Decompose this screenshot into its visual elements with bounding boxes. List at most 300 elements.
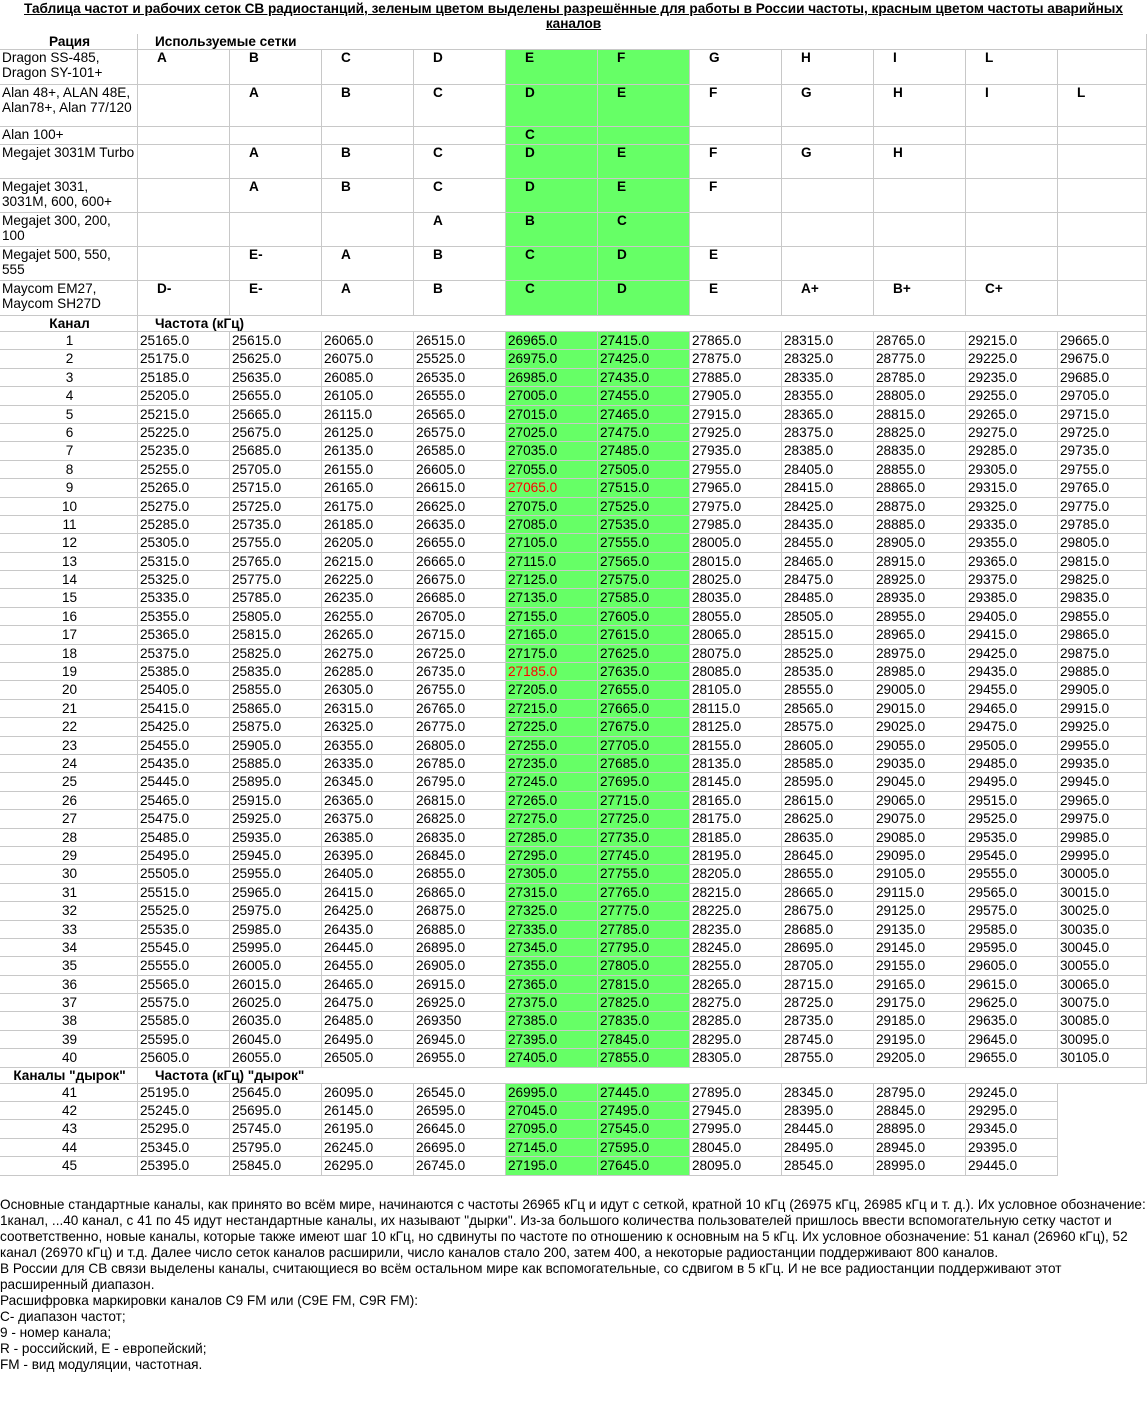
frequency-cell: 28955.0 [874, 608, 966, 626]
frequency-cell: 25855.0 [230, 681, 322, 699]
frequency-cell: 28435.0 [782, 516, 874, 534]
grid-letter: D [414, 50, 506, 85]
note-line: R - российский, E - европейский; [0, 1340, 207, 1356]
note-line: FM - вид модуляции, частотная. [0, 1356, 203, 1372]
grid-letter: L [1058, 85, 1147, 127]
frequency-cell: 25865.0 [230, 700, 322, 718]
grid-letter: E [598, 145, 690, 179]
frequency-cell: 25785.0 [230, 589, 322, 607]
frequency-cell: 28925.0 [874, 571, 966, 589]
table-row [0, 976, 1147, 994]
frequency-cell: 28855.0 [874, 461, 966, 479]
frequency-cell: 27095.0 [506, 1120, 598, 1138]
channel-number: 18 [0, 645, 138, 663]
grid-letter: I [966, 85, 1058, 127]
frequency-cell: 25495.0 [138, 847, 230, 865]
frequency-cell: 25315.0 [138, 553, 230, 571]
grid-letter: A+ [782, 281, 874, 316]
frequency-cell: 25815.0 [230, 626, 322, 644]
frequency-cell: 26585.0 [414, 442, 506, 460]
channel-number: 20 [0, 681, 138, 699]
grid-letter: H [874, 85, 966, 127]
frequency-cell: 28275.0 [690, 994, 782, 1012]
frequency-cell: 25405.0 [138, 681, 230, 699]
grid-letter: G [782, 145, 874, 179]
grid-letter: C [414, 85, 506, 127]
frequency-cell: 28995.0 [874, 1157, 966, 1175]
grid-letter [322, 127, 414, 145]
radio-row [0, 213, 1147, 247]
frequency-cell: 27905.0 [690, 387, 782, 405]
grid-letter: A [322, 281, 414, 316]
frequency-table [0, 34, 1147, 1176]
frequency-cell: 27715.0 [598, 792, 690, 810]
frequency-cell: 27495.0 [598, 1102, 690, 1120]
empty-cell [1058, 1084, 1147, 1102]
frequency-cell: 26445.0 [322, 939, 414, 957]
page-title: Таблица частот и рабочих сеток СВ радиостанций, зеленым цветом выделены разрешённые для работы в России частоты, красным цветом частоты аварийных каналов [24, 1, 1123, 31]
frequency-cell: 28395.0 [782, 1102, 874, 1120]
frequency-cell: 25285.0 [138, 516, 230, 534]
frequency-cell: 28525.0 [782, 645, 874, 663]
grid-letter: A [230, 145, 322, 179]
frequency-cell: 28465.0 [782, 553, 874, 571]
frequency-cell: 28595.0 [782, 773, 874, 791]
grid-letter: D- [138, 281, 230, 316]
frequency-cell: 29665.0 [1058, 332, 1147, 350]
frequency-cell: 29935.0 [1058, 755, 1147, 773]
frequency-cell: 28605.0 [782, 737, 874, 755]
frequency-cell: 26015.0 [230, 976, 322, 994]
frequency-cell: 27875.0 [690, 350, 782, 368]
frequency-cell: 28105.0 [690, 681, 782, 699]
channel-number: 33 [0, 921, 138, 939]
channel-number: 10 [0, 498, 138, 516]
frequency-cell: 28165.0 [690, 792, 782, 810]
gap-channel-header: Каналы "дырок" [0, 1068, 138, 1084]
frequency-cell: 28505.0 [782, 608, 874, 626]
frequency-cell: 27615.0 [598, 626, 690, 644]
freq-header: Частота (кГц) [138, 316, 1147, 332]
channel-number: 19 [0, 663, 138, 681]
frequency-cell: 25345.0 [138, 1139, 230, 1157]
frequency-cell: 27805.0 [598, 957, 690, 975]
frequency-cell: 27395.0 [506, 1031, 598, 1049]
frequency-cell: 28355.0 [782, 387, 874, 405]
frequency-cell: 25435.0 [138, 755, 230, 773]
grid-letter [966, 145, 1058, 179]
frequency-cell: 28425.0 [782, 498, 874, 516]
frequency-cell: 25465.0 [138, 792, 230, 810]
frequency-cell: 25575.0 [138, 994, 230, 1012]
frequency-cell: 25475.0 [138, 810, 230, 828]
table-row [0, 332, 1147, 350]
frequency-cell: 29295.0 [966, 1102, 1058, 1120]
frequency-cell: 26075.0 [322, 350, 414, 368]
frequency-cell: 29225.0 [966, 350, 1058, 368]
frequency-cell: 27535.0 [598, 516, 690, 534]
frequency-cell: 25645.0 [230, 1084, 322, 1102]
frequency-cell: 27425.0 [598, 350, 690, 368]
frequency-cell: 25385.0 [138, 663, 230, 681]
grid-letter: C [322, 50, 414, 85]
frequency-cell: 25335.0 [138, 589, 230, 607]
channel-number: 28 [0, 829, 138, 847]
table-row [0, 939, 1147, 957]
table-row [0, 994, 1147, 1012]
frequency-cell: 26715.0 [414, 626, 506, 644]
frequency-cell: 28205.0 [690, 865, 782, 883]
note-line: Расшифровка маркировки каналов С9 FM или (C9E FM, C9R FM): [0, 1292, 419, 1308]
grid-letter: D [598, 281, 690, 316]
frequency-cell: 27675.0 [598, 718, 690, 736]
grid-letter: B [322, 145, 414, 179]
frequency-cell: 26845.0 [414, 847, 506, 865]
frequency-cell: 26855.0 [414, 865, 506, 883]
table-row [0, 700, 1147, 718]
frequency-cell: 26545.0 [414, 1084, 506, 1102]
frequency-cell: 27625.0 [598, 645, 690, 663]
frequency-cell: 27405.0 [506, 1049, 598, 1067]
frequency-cell: 29715.0 [1058, 406, 1147, 424]
grid-letter: I [874, 50, 966, 85]
frequency-cell: 26175.0 [322, 498, 414, 516]
frequency-cell: 25375.0 [138, 645, 230, 663]
frequency-cell: 28015.0 [690, 553, 782, 571]
frequency-cell: 30005.0 [1058, 865, 1147, 883]
table-row [0, 829, 1147, 847]
frequency-cell: 25825.0 [230, 645, 322, 663]
frequency-cell: 25165.0 [138, 332, 230, 350]
frequency-cell: 25175.0 [138, 350, 230, 368]
frequency-cell: 28345.0 [782, 1084, 874, 1102]
frequency-cell: 27745.0 [598, 847, 690, 865]
table-row [0, 737, 1147, 755]
frequency-cell: 29215.0 [966, 332, 1058, 350]
frequency-cell: 25895.0 [230, 773, 322, 791]
grid-letter [1058, 247, 1147, 281]
table-row [0, 461, 1147, 479]
frequency-cell: 25195.0 [138, 1084, 230, 1102]
frequency-cell: 26815.0 [414, 792, 506, 810]
frequency-cell: 28475.0 [782, 571, 874, 589]
grid-letter: B+ [874, 281, 966, 316]
frequency-cell: 26665.0 [414, 553, 506, 571]
frequency-cell: 27305.0 [506, 865, 598, 883]
frequency-cell: 26535.0 [414, 369, 506, 387]
frequency-cell: 28785.0 [874, 369, 966, 387]
frequency-cell: 25925.0 [230, 810, 322, 828]
frequency-cell: 29155.0 [874, 957, 966, 975]
frequency-cell: 26505.0 [322, 1049, 414, 1067]
frequency-cell: 30035.0 [1058, 921, 1147, 939]
frequency-cell: 28405.0 [782, 461, 874, 479]
frequency-cell: 28815.0 [874, 406, 966, 424]
frequency-cell: 27575.0 [598, 571, 690, 589]
frequency-cell: 29245.0 [966, 1084, 1058, 1102]
frequency-cell: 29525.0 [966, 810, 1058, 828]
frequency-cell: 29585.0 [966, 921, 1058, 939]
frequency-cell: 25705.0 [230, 461, 322, 479]
frequency-cell: 27115.0 [506, 553, 598, 571]
channel-number: 25 [0, 773, 138, 791]
frequency-cell: 25395.0 [138, 1157, 230, 1175]
frequency-cell: 26085.0 [322, 369, 414, 387]
frequency-cell: 27455.0 [598, 387, 690, 405]
frequency-cell: 269350 [414, 1012, 506, 1030]
frequency-cell: 26575.0 [414, 424, 506, 442]
frequency-cell: 29905.0 [1058, 681, 1147, 699]
frequency-cell: 28285.0 [690, 1012, 782, 1030]
frequency-cell: 29335.0 [966, 516, 1058, 534]
frequency-cell: 28215.0 [690, 884, 782, 902]
table-row [0, 1012, 1147, 1030]
frequency-cell: 29785.0 [1058, 516, 1147, 534]
channel-number: 40 [0, 1049, 138, 1067]
frequency-cell: 26215.0 [322, 553, 414, 571]
frequency-cell: 26125.0 [322, 424, 414, 442]
frequency-cell: 26335.0 [322, 755, 414, 773]
frequency-cell: 26705.0 [414, 608, 506, 626]
frequency-cell: 27465.0 [598, 406, 690, 424]
frequency-cell: 29595.0 [966, 939, 1058, 957]
frequency-cell: 28415.0 [782, 479, 874, 497]
frequency-cell: 27985.0 [690, 516, 782, 534]
frequency-cell: 29275.0 [966, 424, 1058, 442]
frequency-cell: 29395.0 [966, 1139, 1058, 1157]
frequency-cell: 28145.0 [690, 773, 782, 791]
table-row [0, 810, 1147, 828]
note-line: Основные стандартные каналы, как принято во всём мире, начинаются с частоты 26965 кГц и идут с сеткой, кратной 10 кГц (26975 кГц, 26985 кГц и т. д.). Их условное обозначение: 1канал, ...40 канал, с 41 по 45 идут нестандартные каналы, их называют "дырки". Из-за большого количества пользователей пришлось ввести вспомогательную сетку частот и соответственно, новые каналы, которые также имеют шаг 10 кГц, но сдвинуты по частоте по отношению к основным на 5 кГц. Их условное обозначение: 51 канал (26960 кГц), 52 канал (26970 кГц) и т.д. Далее число сеток каналов расширили, число каналов стало 200, затем 400, а некоторые радиостанции поддерживают 800 каналов. [0, 1196, 1146, 1260]
grid-letter: H [874, 145, 966, 179]
frequency-cell: 29635.0 [966, 1012, 1058, 1030]
grid-letter: C+ [966, 281, 1058, 316]
frequency-cell: 29055.0 [874, 737, 966, 755]
frequency-cell: 29885.0 [1058, 663, 1147, 681]
grid-letter [874, 179, 966, 213]
radio-row [0, 145, 1147, 179]
frequency-cell: 29965.0 [1058, 792, 1147, 810]
frequency-cell: 26965.0 [506, 332, 598, 350]
frequency-cell: 28325.0 [782, 350, 874, 368]
frequency-cell: 28075.0 [690, 645, 782, 663]
frequency-cell: 29825.0 [1058, 571, 1147, 589]
frequency-cell: 27965.0 [690, 479, 782, 497]
frequency-cell: 29995.0 [1058, 847, 1147, 865]
frequency-cell: 27525.0 [598, 498, 690, 516]
frequency-cell: 25985.0 [230, 921, 322, 939]
table-row [0, 516, 1147, 534]
frequency-cell: 25675.0 [230, 424, 322, 442]
frequency-cell: 26145.0 [322, 1102, 414, 1120]
frequency-cell: 26415.0 [322, 884, 414, 902]
frequency-cell: 25585.0 [138, 1012, 230, 1030]
frequency-cell: 29135.0 [874, 921, 966, 939]
frequency-cell: 27385.0 [506, 1012, 598, 1030]
frequency-cell: 29575.0 [966, 902, 1058, 920]
radio-row [0, 247, 1147, 281]
frequency-cell: 26825.0 [414, 810, 506, 828]
frequency-cell: 28315.0 [782, 332, 874, 350]
frequency-cell: 28625.0 [782, 810, 874, 828]
radio-row [0, 127, 1147, 145]
frequency-cell: 26245.0 [322, 1139, 414, 1157]
table-row [0, 1049, 1147, 1067]
frequency-cell: 28875.0 [874, 498, 966, 516]
frequency-cell: 26325.0 [322, 718, 414, 736]
frequency-cell: 25205.0 [138, 387, 230, 405]
frequency-cell: 26285.0 [322, 663, 414, 681]
frequency-cell: 25215.0 [138, 406, 230, 424]
empty-cell [1058, 1157, 1147, 1175]
grid-letter [874, 247, 966, 281]
frequency-cell: 29125.0 [874, 902, 966, 920]
frequency-cell: 26235.0 [322, 589, 414, 607]
table-row [0, 498, 1147, 516]
grid-letter: A [414, 213, 506, 247]
grid-letter [414, 127, 506, 145]
frequency-cell: 29005.0 [874, 681, 966, 699]
frequency-cell: 29775.0 [1058, 498, 1147, 516]
frequency-cell: 28795.0 [874, 1084, 966, 1102]
frequency-cell: 29805.0 [1058, 534, 1147, 552]
grid-letter [1058, 281, 1147, 316]
frequency-cell: 27265.0 [506, 792, 598, 810]
channel-number: 30 [0, 865, 138, 883]
frequency-cell: 28905.0 [874, 534, 966, 552]
frequency-cell: 27555.0 [598, 534, 690, 552]
grid-letter [966, 247, 1058, 281]
frequency-cell: 25775.0 [230, 571, 322, 589]
frequency-cell: 25685.0 [230, 442, 322, 460]
frequency-cell: 26565.0 [414, 406, 506, 424]
frequency-cell: 25415.0 [138, 700, 230, 718]
frequency-cell: 29865.0 [1058, 626, 1147, 644]
frequency-cell: 25875.0 [230, 718, 322, 736]
frequency-cell: 25225.0 [138, 424, 230, 442]
frequency-cell: 28495.0 [782, 1139, 874, 1157]
frequency-cell: 28335.0 [782, 369, 874, 387]
frequency-cell: 27635.0 [598, 663, 690, 681]
frequency-cell: 25615.0 [230, 332, 322, 350]
frequency-cell: 27705.0 [598, 737, 690, 755]
note-line: С- диапазон частот; [0, 1308, 126, 1324]
table-row [0, 718, 1147, 736]
channel-number: 11 [0, 516, 138, 534]
frequency-cell: 25235.0 [138, 442, 230, 460]
radio-name: Maycom EM27, Maycom SH27D [0, 281, 138, 316]
empty-cell [1058, 1139, 1147, 1157]
frequency-cell: 27955.0 [690, 461, 782, 479]
frequency-cell: 27765.0 [598, 884, 690, 902]
frequency-cell: 29285.0 [966, 442, 1058, 460]
frequency-cell: 29115.0 [874, 884, 966, 902]
frequency-cell: 28825.0 [874, 424, 966, 442]
frequency-cell: 25905.0 [230, 737, 322, 755]
frequency-cell: 28305.0 [690, 1049, 782, 1067]
grid-letter [1058, 213, 1147, 247]
frequency-cell: 28375.0 [782, 424, 874, 442]
grid-letter: A [322, 247, 414, 281]
grid-letter [138, 85, 230, 127]
frequency-cell: 27815.0 [598, 976, 690, 994]
grid-letter: F [690, 85, 782, 127]
frequency-cell: 27885.0 [690, 369, 782, 387]
frequency-cell: 29625.0 [966, 994, 1058, 1012]
frequency-cell: 29605.0 [966, 957, 1058, 975]
channel-number: 2 [0, 350, 138, 368]
frequency-cell: 26875.0 [414, 902, 506, 920]
frequency-cell: 26195.0 [322, 1120, 414, 1138]
frequency-cell: 26115.0 [322, 406, 414, 424]
frequency-cell: 28935.0 [874, 589, 966, 607]
frequency-cell: 26695.0 [414, 1139, 506, 1157]
frequency-cell: 29095.0 [874, 847, 966, 865]
frequency-cell: 29505.0 [966, 737, 1058, 755]
frequency-cell: 28725.0 [782, 994, 874, 1012]
empty-cell [1058, 1102, 1147, 1120]
frequency-cell: 29475.0 [966, 718, 1058, 736]
channel-number: 35 [0, 957, 138, 975]
frequency-cell: 27545.0 [598, 1120, 690, 1138]
frequency-cell: 29725.0 [1058, 424, 1147, 442]
frequency-cell: 26735.0 [414, 663, 506, 681]
frequency-cell: 25995.0 [230, 939, 322, 957]
frequency-cell: 29465.0 [966, 700, 1058, 718]
frequency-cell: 25445.0 [138, 773, 230, 791]
frequency-cell: 26305.0 [322, 681, 414, 699]
frequency-cell: 27055.0 [506, 461, 598, 479]
frequency-cell: 26605.0 [414, 461, 506, 479]
frequency-cell: 27825.0 [598, 994, 690, 1012]
frequency-cell: 29145.0 [874, 939, 966, 957]
grid-letter [874, 213, 966, 247]
frequency-cell: 28735.0 [782, 1012, 874, 1030]
frequency-cell: 30015.0 [1058, 884, 1147, 902]
frequency-cell: 29015.0 [874, 700, 966, 718]
frequency-cell: 28385.0 [782, 442, 874, 460]
channel-number: 42 [0, 1102, 138, 1120]
grid-letter: B [322, 85, 414, 127]
note-line: 9 - номер канала; [0, 1324, 112, 1340]
frequency-cell: 28125.0 [690, 718, 782, 736]
frequency-cell: 25185.0 [138, 369, 230, 387]
frequency-cell: 29915.0 [1058, 700, 1147, 718]
table-row [0, 442, 1147, 460]
frequency-cell: 29045.0 [874, 773, 966, 791]
frequency-cell: 29445.0 [966, 1157, 1058, 1175]
frequency-cell: 27185.0 [506, 663, 598, 681]
grid-letter: C [506, 127, 598, 145]
frequency-cell: 29185.0 [874, 1012, 966, 1030]
frequency-cell: 26025.0 [230, 994, 322, 1012]
frequency-cell: 27505.0 [598, 461, 690, 479]
frequency-cell: 25485.0 [138, 829, 230, 847]
frequency-cell: 27315.0 [506, 884, 598, 902]
frequency-cell: 27105.0 [506, 534, 598, 552]
frequency-cell: 25275.0 [138, 498, 230, 516]
grid-letter [230, 127, 322, 145]
frequency-cell: 29345.0 [966, 1120, 1058, 1138]
frequency-cell: 26395.0 [322, 847, 414, 865]
frequency-cell: 25945.0 [230, 847, 322, 865]
frequency-cell: 26785.0 [414, 755, 506, 773]
frequency-cell: 26945.0 [414, 1031, 506, 1049]
table-row [0, 902, 1147, 920]
frequency-cell: 28515.0 [782, 626, 874, 644]
frequency-cell: 27655.0 [598, 681, 690, 699]
grid-letter: C [506, 281, 598, 316]
